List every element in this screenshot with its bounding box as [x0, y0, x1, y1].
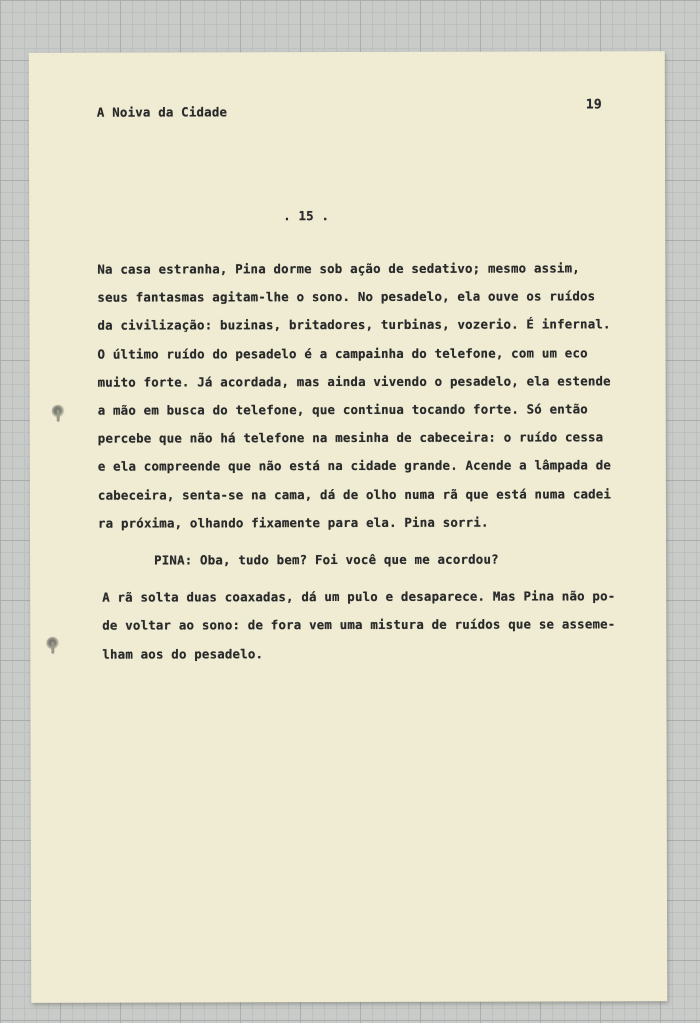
text-line: e ela compreende que não está na cidade grande. Acende a lâmpada de — [97, 457, 612, 474]
text-line: da civilização: buzinas, britadores, turbinas, vozerio. É infernal. — [97, 316, 611, 333]
text-line: O último ruído do pesadelo é a campainha do telefone, com um eco — [97, 345, 588, 362]
text-line: lham aos do pesadelo. — [102, 646, 264, 662]
text-line: de voltar ao sono: de fora vem uma mistura de ruídos que se asseme- — [102, 616, 616, 633]
text-line: seus fantasmas agitam-lhe o sono. No pesadelo, ela ouve os ruídos — [97, 288, 596, 305]
section-number: . 15 . — [283, 208, 330, 224]
header-title: A Noiva da Cidade — [96, 104, 228, 120]
text-line: cabeceira, senta-se na cama, dá de olho numa rã que está numa cadei — [97, 486, 612, 503]
text-line: muito forte. Já acordada, mas ainda vivendo o pesadelo, ela estende — [97, 373, 611, 390]
punch-hole — [46, 637, 59, 650]
punch-hole — [52, 405, 65, 418]
text-line: ra próxima, olhando fixamente para ela. Pina sorri. — [97, 514, 489, 531]
text-line: A rã solta duas coaxadas, dá um pulo e desaparece. Mas Pina não po- — [102, 588, 616, 605]
text-line: Na casa estranha, Pina dorme sob ação de sedativo; mesmo assim, — [97, 260, 580, 277]
page-number: 19 — [585, 97, 602, 113]
text-line: percebe que não há telefone na mesinha de cabeceira: o ruído cessa — [97, 429, 604, 446]
text-line: a mão em busca do telefone, que continua tocando forte. Só então — [97, 401, 588, 418]
typewritten-page — [29, 51, 667, 1003]
dialogue-line: PINA: Oba, tudo bem? Foi você que me acordou? — [154, 551, 499, 568]
